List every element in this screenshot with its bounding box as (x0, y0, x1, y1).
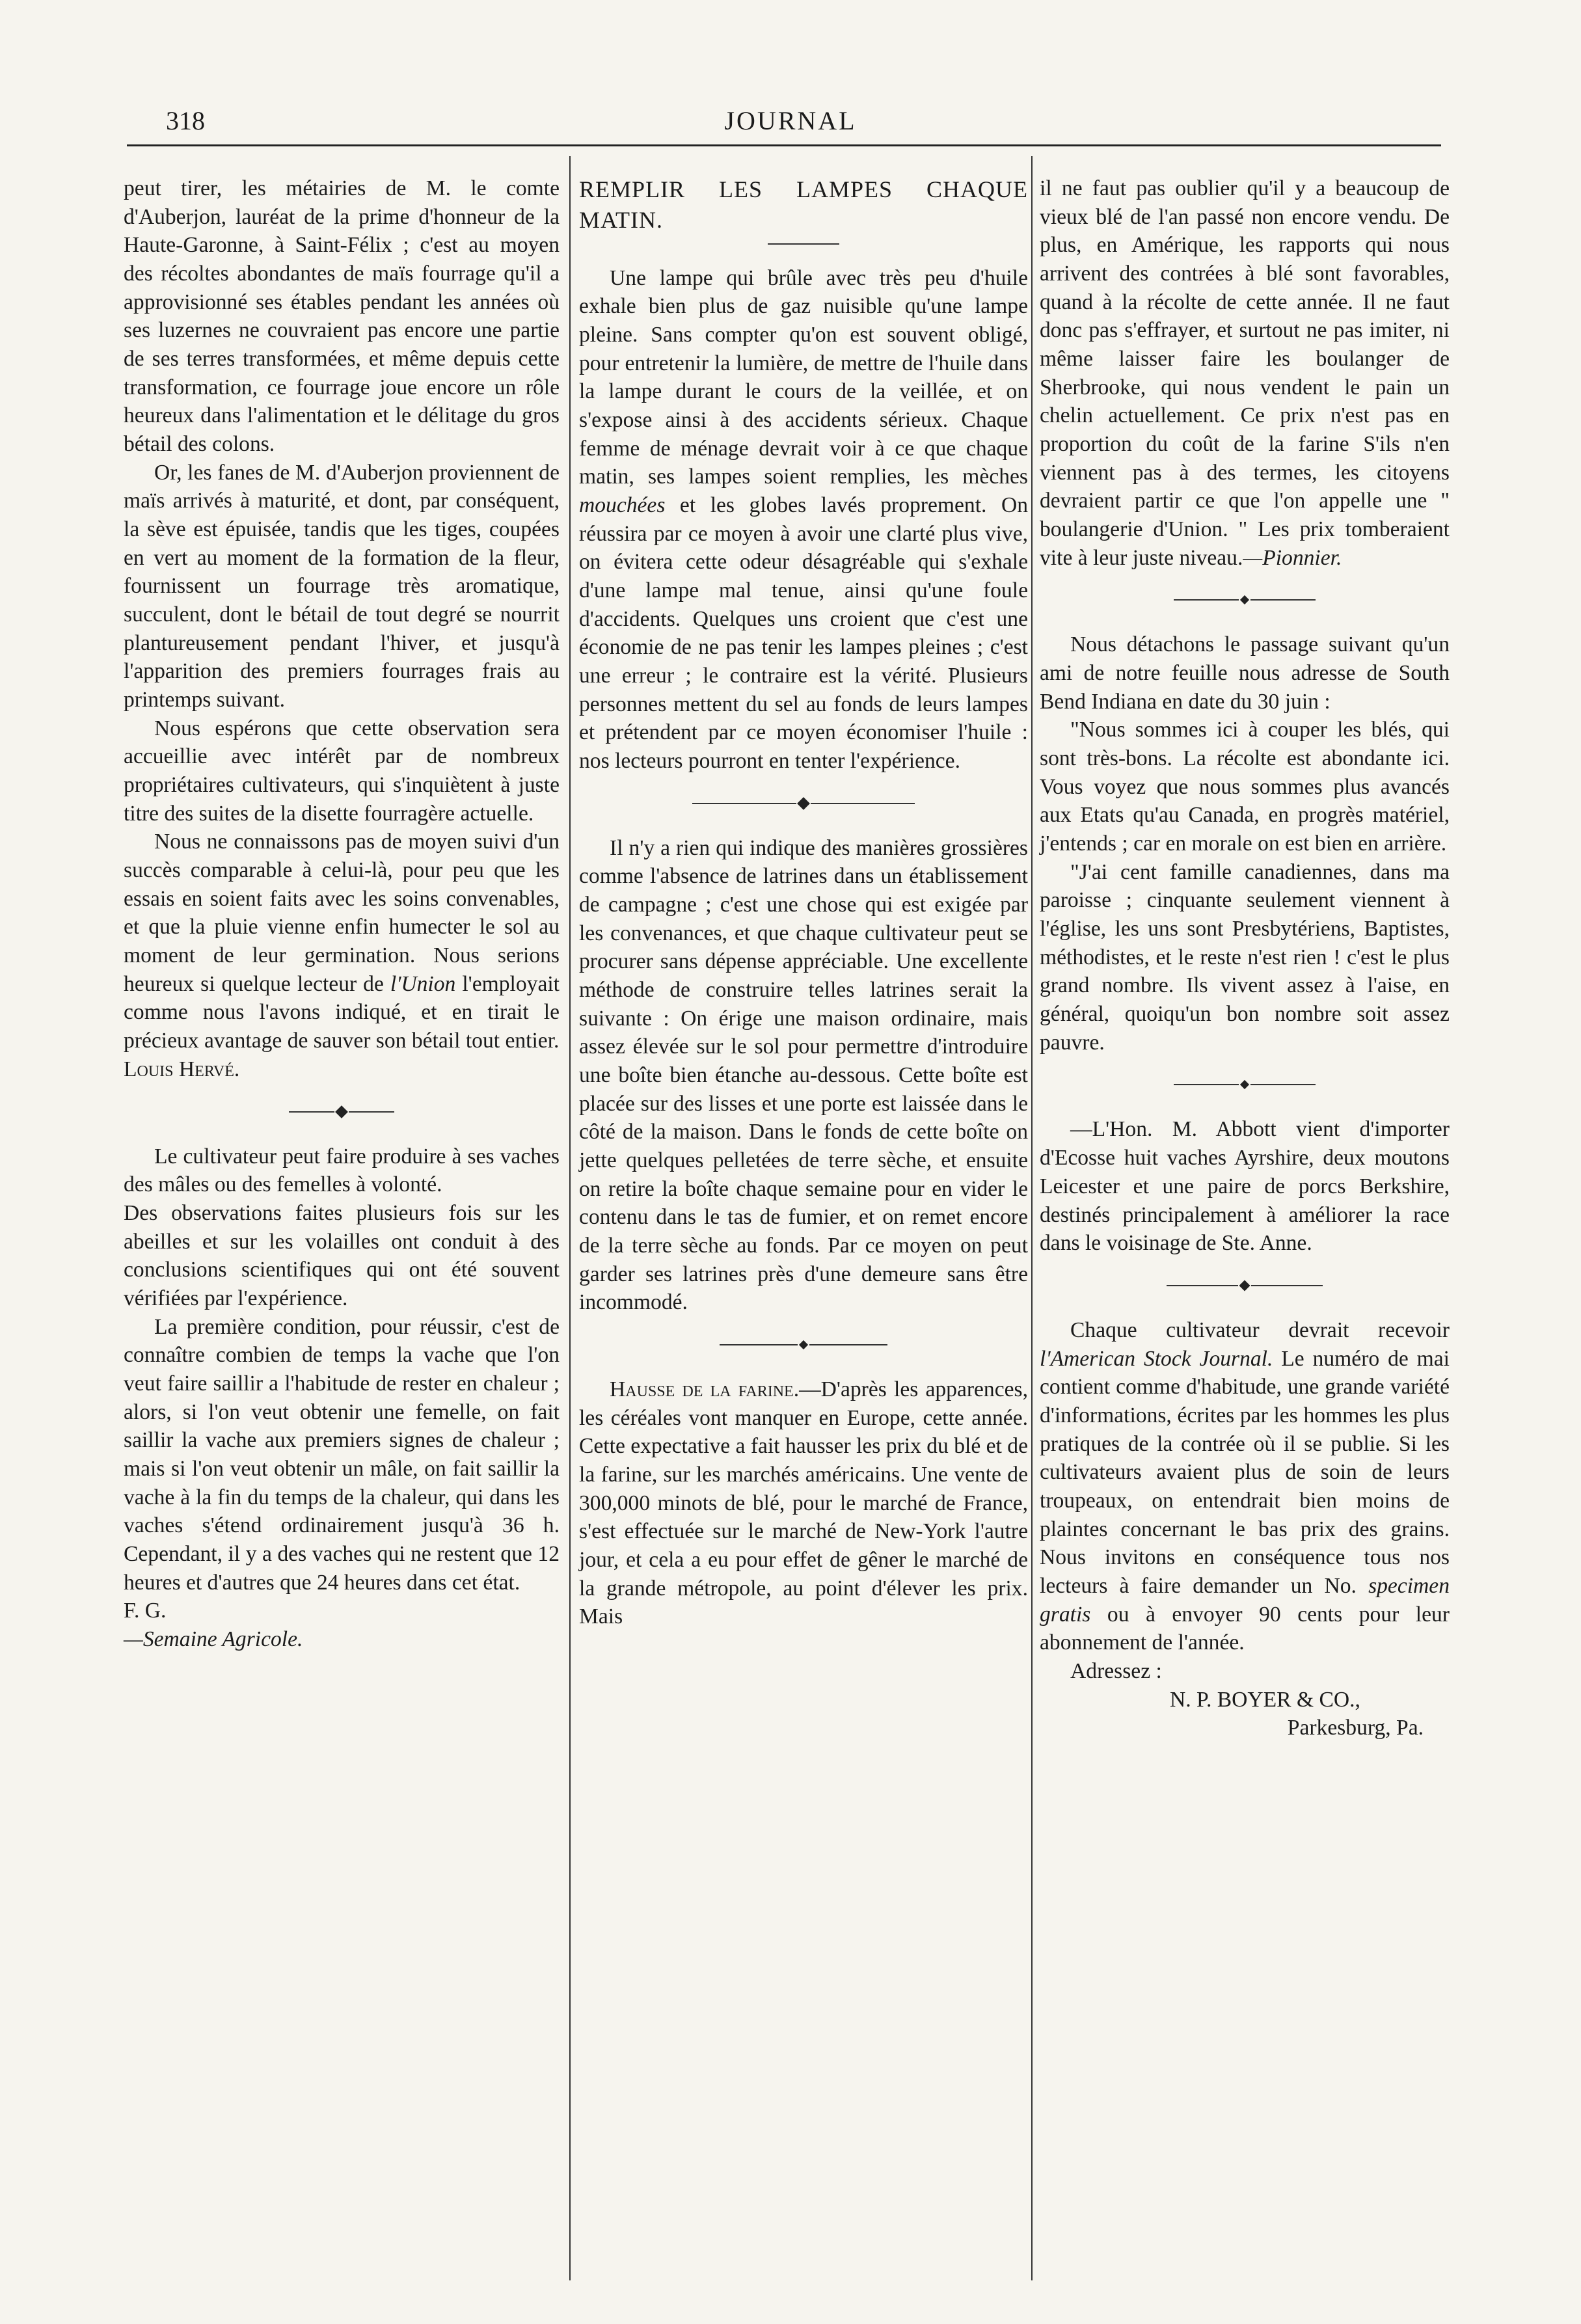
page-number: 318 (166, 106, 205, 135)
column-middle (579, 174, 1028, 1631)
paragraph: peut tirer, les métairies de M. le comte d'Auberjon, lauréat de la prime d'honneur de la Haute-Garonne, à Saint-Félix ; c'est au moyen des récoltes abondantes de maïs fourrage qu'il a approvisionné ses étables pendant les années où ses luzernes ne couvraient pas encore une partie de ses terres transformées, et même depuis cette transformation, ce fourrage joue encore un rôle heureux dans l'alimentation et le délitage du gros bétail des colons. (124, 176, 560, 457)
paragraph: La première condition, pour réussir, c'est de connaître combien de temps la vache que l'on veut faire saillir a l'habitude de rester en chaleur ; alors, si l'on veut obtenir une femelle, on fait saillir la vache aux premiers signes de chaleur ; mais si l'on veut obtenir un mâle, on fait saillir la vache à la fin du temps de la chaleur, qui dans les vaches s'étend ordinairement jusqu'à 36 h. Cependant, il y a des vaches qui ne restent que 12 heures et d'autres que 24 heures dans cet état. (124, 1314, 560, 1595)
column-left (124, 174, 560, 1654)
article-lead: Le cultivateur peut faire produire à ses vaches des mâles ou des femelles à volonté. (124, 1144, 560, 1197)
column-divider (569, 156, 571, 2280)
source-credit: —Semaine Agricole. (124, 1627, 303, 1651)
paragraph: Hausse de la farine.—D'après les apparences, les céréales vont manquer en Europe, cette année. Cette expectative a fait hausser les prix du blé et de la farine, sur les marchés américains. Une vente de 300,000 minots de blé, pour le marché de France, s'est effectuée sur le marché de New-York l'autre jour, et cela a eu pour effet de gêner le marché de la grande métropole, au point d'élever les prix. Mais (579, 1377, 1028, 1629)
column-divider (1031, 156, 1033, 2280)
paragraph: Nous espérons que cette observation sera accueillie avec intérêt par de nombreux propriétaires cultivateurs, qui s'inquiètent à juste titre des suites de la disette fourragère actuelle. (124, 716, 560, 826)
section-ornament (1040, 589, 1450, 611)
paragraph: "J'ai cent famille canadiennes, dans ma paroisse ; cinquante seulement viennent à l'église, les uns sont Presbytériens, Baptistes, méthodistes, et le reste n'est rien ! c'est le plus grand nombre. Ils vivent assez à l'aise, en général, quoiqu'un bon nombre soit assez pauvre. (1040, 859, 1450, 1055)
paragraph: Des observations faites plusieurs fois sur les abeilles et sur les volailles ont conduit à des conclusions scientifiques qui ont été souvent vérifiées par l'expérience. (124, 1200, 560, 1310)
column-right (1040, 174, 1450, 1742)
signature: Louis Hervé. (124, 1057, 240, 1081)
emphasis: mouchées (579, 493, 666, 517)
header-rule (127, 144, 1441, 146)
paragraph: Une lampe qui brûle avec très peu d'huile exhale bien plus de gaz nuisible qu'une lampe pleine. Sans compter qu'on est souvent obligé, pour entretenir la lumière, de mettre de l'huile dans la lampe durant le cours de la veillée, et on s'expose ainsi à des accidents sérieux. Chaque femme de ménage devrait voir à ce que chaque matin, ses lampes soient remplies, les mèches mouchées et les globes lavés proprement. On réussira par ce moyen à avoir une clarté plus vive, on évitera cette odeur désagréable qui s'exhale d'une lampe mal tenue, ainsi qu'une foule d'accidents. Quelques uns croient que c'est une économie de ne pas tenir les lampes pleines ; c'est une erreur ; le contraire est la vérité. Plusieurs personnes mettent du sel au fonds de leurs lampes et prétendent par ce moyen économiser l'huile : nos lecteurs pourront en tenter l'expérience. (579, 265, 1028, 774)
paragraph: Nous ne connaissons pas de moyen suivi d'un succès comparable à celui-là, pour peu que les essais en soient faits avec les soins convenables, et que la pluie vienne enfin humecter le sol au moment de leur germination. Nous serions heureux si quelque lecteur de l'Union l'employait comme nous l'avons indiqué, et en tirait le précieux avantage de sauver son bétail tout entier. (124, 830, 560, 1053)
paragraph: "Nous sommes ici à couper les blés, qui sont très-bons. La récolte est abondante ici. Vous voyez que nous sommes plus avancés aux Etats qu'au Canada, en progrès matériel, j'entends ; car en morale on est bien en arrière. (1040, 718, 1450, 856)
section-ornament (1040, 1074, 1450, 1096)
page-title: JOURNAL (724, 106, 857, 135)
source-credit: —Pionnier. (1243, 545, 1342, 570)
emphasis: l'Union (390, 971, 456, 996)
section-ornament (579, 1334, 1028, 1356)
section-ornament (124, 1101, 560, 1123)
address-label: Adressez : (1070, 1658, 1162, 1683)
address-city: Parkesburg, Pa. (1287, 1716, 1424, 1740)
emphasis: specimen gratis (1040, 1573, 1450, 1627)
paragraph: Il n'y a rien qui indique des manières grossières comme l'absence de latrines dans un établissement de campagne ; c'est une chose qui est exigée par les convenances, et que chaque cultivateur peut se procurer sans dépense appréciable. Une excellente méthode de construire telles latrines serait la suivante : On érige une maison ordinaire, mais assez élevée sur le sol pour permettre d'introduire une boîte bien étanche au-dessous. Cette boîte est placée sur des lisses et une porte est laissée dans le côté de la maison. Dans le fonds de cette boîte on jette quelques pelletées de terre sèche, et ensuite on retire la boîte chaque semaine pour en vider le contenu dans le tas de fumier, et on remet encore de la terre sèche au fonds. Par ce moyen on peut garder ses latrines près d'une demeure sans être incommodé. (579, 835, 1028, 1315)
address-name: N. P. BOYER & CO., (1170, 1687, 1360, 1712)
article-lead: Hausse de la farine. (610, 1377, 800, 1402)
paragraph: —L'Hon. M. Abbott vient d'importer d'Ecosse huit vaches Ayrshire, deux moutons Leicester et une paire de porcs Berkshire, destinés principalement à améliorer la race dans le voisinage de Ste. Anne. (1040, 1117, 1450, 1256)
signature: F. G. (124, 1599, 167, 1623)
paragraph: Nous détachons le passage suivant qu'un ami de notre feuille nous adresse de South Bend Indiana en date du 30 juin : (1040, 632, 1450, 714)
emphasis: l'American Stock Journal. (1040, 1346, 1273, 1371)
paragraph: Or, les fanes de M. d'Auberjon proviennent de maïs arrivés à maturité, et dont, par conséquent, la sève est épuisée, tandis que les tiges, coupées en vert au moment de la formation de la fleur, fournissent un fourrage très aromatique, succulent, dont le bétail de tout degré se nourrit plantureusement pendant l'hiver, et jusqu'à l'apparition des premiers fourrages frais au printemps suivant. (124, 460, 560, 712)
heading-rule (768, 243, 839, 245)
section-ornament (579, 792, 1028, 815)
paragraph: il ne faut pas oublier qu'il y a beaucoup de vieux blé de l'an passé non encore vendu. De plus, en Amérique, les rapports qui nous arrivent des contrées à blé sont favorables, quand à la récolte de cette année. Il ne faut donc pas s'effrayer, et surtout ne pas imiter, ni même laisser faire les boulanger de Sherbrooke, qui nous vendent le pain un chelin actuellement. Ce prix n'est pas en proportion du coût de la farine S'ils n'en viennent pas à des termes, les citoyens devraient partir ce que l'on appelle une " boulangerie d'Union. " Les prix tomberaient vite à leur juste niveau.—Pionnier. (1040, 176, 1450, 570)
address-block (1040, 1657, 1450, 1742)
paragraph: Chaque cultivateur devrait recevoir l'American Stock Journal. Le numéro de mai contient comme d'habitude, une grande variété d'informations, écrites par les hommes les plus pratiques de la contrée où il se publie. Si les cultivateurs avaient plus de soin de leurs troupeaux, on entendrait bien moins de plaintes concernant le bas prix des grains. Nous invitons en conséquence tous nos lecteurs à faire demander un No. specimen gratis ou à envoyer 90 cents pour leur abonnement de l'année. (1040, 1317, 1450, 1655)
section-ornament (1040, 1275, 1450, 1297)
page-header (0, 105, 1581, 144)
article-heading: REMPLIR LES LAMPES CHAQUE MATIN. (579, 176, 1028, 233)
